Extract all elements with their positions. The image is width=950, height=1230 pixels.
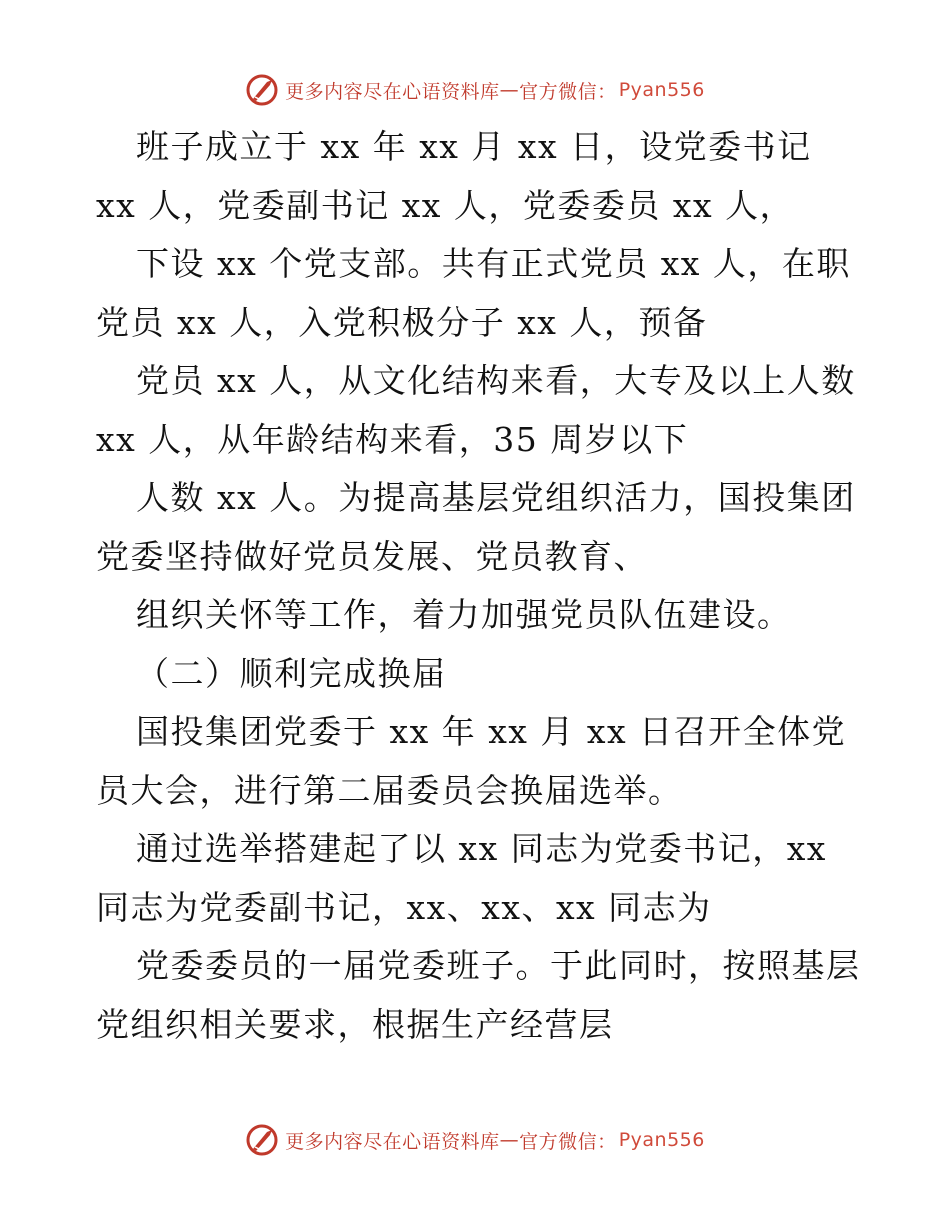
body-line: 下设 xx 个党支部。共有正式党员 xx 人，在职 — [136, 244, 851, 283]
body-line: 组织关怀等工作，着力加强党员队伍建设。 — [136, 595, 792, 634]
banner-wechat-label: 官方微信： — [519, 1130, 617, 1153]
header-banner — [0, 70, 950, 110]
banner-wechat-id: Pyan556 — [618, 79, 705, 101]
body-line: 党组织相关要求，根据生产经营层 — [96, 1004, 614, 1044]
body-line: 同志为党委副书记，xx、xx、xx 同志为 — [96, 887, 712, 927]
document-body — [96, 118, 886, 1054]
quill-logo-icon — [245, 1123, 279, 1157]
body-line: 党员 xx 人，入党积极分子 xx 人，预备 — [96, 302, 708, 342]
body-line: 员大会，进行第二届委员会换届选举。 — [96, 770, 683, 810]
banner-brand-text: 更多内容尽在心语资料库 — [285, 80, 500, 103]
body-line: 国投集团党委于 xx 年 xx 月 xx 日召开全体党 — [136, 712, 847, 751]
body-line: 班子成立于 xx 年 xx 月 xx 日，设党委书记 — [136, 127, 812, 166]
footer-banner — [0, 1120, 950, 1160]
banner-separator: — — [499, 79, 520, 101]
banner-brand-text: 更多内容尽在心语资料库 — [285, 1130, 500, 1153]
body-line: xx 人，从年龄结构来看，35 周岁以下 — [96, 419, 689, 459]
body-line: 党委委员的一届党委班子。于此同时，按照基层 — [136, 946, 861, 985]
body-line: 党委坚持做好党员发展、党员教育、 — [96, 536, 648, 576]
body-line: 党员 xx 人，从文化结构来看，大专及以上人数 — [136, 361, 856, 400]
banner-wechat-label: 官方微信： — [519, 80, 617, 103]
body-line: xx 人，党委副书记 xx 人，党委委员 xx 人， — [96, 185, 795, 225]
banner-wechat-id: Pyan556 — [618, 1129, 705, 1151]
body-line: 通过选举搭建起了以 xx 同志为党委书记，xx — [136, 829, 827, 868]
section-heading: （二）顺利完成换届 — [136, 653, 447, 693]
banner-separator: — — [499, 1129, 520, 1151]
quill-logo-icon — [245, 73, 279, 107]
body-line: 人数 xx 人。为提高基层党组织活力，国投集团 — [136, 478, 856, 517]
